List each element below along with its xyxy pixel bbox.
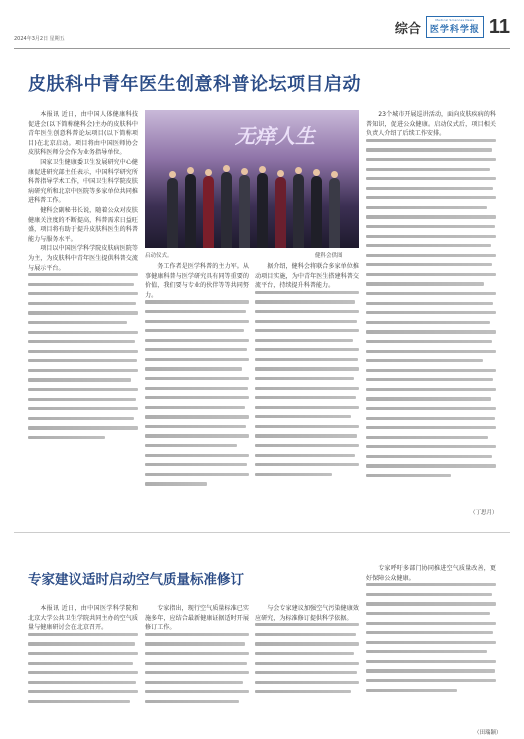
body-text-lines (28, 633, 138, 703)
section-name: 综合 (394, 21, 421, 37)
stage-backdrop-title: 无痒人生 (235, 124, 315, 148)
article2-paragraph: 专家呼吁多部门协同推进空气质量改善，更好保障公众健康。 (366, 565, 496, 582)
photo-credit: 健科会供图 (315, 253, 343, 259)
person-figure (329, 178, 340, 248)
article1-byline: （丁思月） (470, 510, 498, 516)
body-text-lines (145, 300, 249, 485)
body-text-lines (255, 291, 359, 476)
article1-paragraph: 23个城市开展巡讲活动，面向皮肤疾病的科普知识，促进公众健康。启动仪式后，项目相关负责人介绍了后续工作安排。 (366, 111, 496, 138)
article1-column-2 (145, 262, 249, 520)
article2-column-4 (366, 564, 496, 724)
section-divider (14, 532, 510, 533)
person-head (259, 166, 266, 173)
page-header (14, 8, 510, 49)
page-number: 11 (488, 15, 510, 38)
article1-paragraph: 项目以中国医学科学院皮肤病医院等为主，为皮肤科中青年医生提供科普交流与展示平台。 (28, 245, 138, 272)
person-figure (293, 174, 304, 248)
masthead-logo (426, 16, 484, 38)
article2-paragraph: 与会专家建议加强空气污染健康效应研究，为标准修订提供科学依据。 (255, 605, 359, 622)
article2-column-3 (255, 604, 359, 734)
article2-column-2 (145, 604, 249, 734)
article1-column-1 (28, 110, 138, 520)
person-head (295, 167, 302, 174)
person-figure (167, 178, 178, 248)
article1-paragraph: 国家卫生健康委卫生发展研究中心健康促进研究部主任表示，中国科学研究所科普指导学术工作，中国卫生科学院皮肤病研究所和北京中医院等多家单位共同推进科普工作。 (28, 158, 138, 205)
person-head (313, 169, 320, 176)
article2-lead-paragraph: 本报讯 近日，由中国医学科学院和北京大学公共卫生学院共同主办的空气质量与健康研讨会在北京召开。 (28, 605, 138, 632)
person-figure (239, 175, 250, 248)
article2-headline: 专家建议适时启动空气质量标准修订 (28, 572, 244, 588)
body-text-lines (366, 583, 496, 692)
article1-lead-paragraph: 本报讯 近日，由中国人体健康科技促进会(以下简称健科会)主办的皮肤科中青年医生创意科普论坛项目(以下简称项目)在北京启动。项目将由中国医师协会皮肤科医师分会作为业务指导单位。 (28, 111, 138, 157)
body-text-lines (28, 273, 138, 439)
article2-paragraph: 专家指出，现行空气质量标准已实施多年，应结合最新健康证据适时开展修订工作。 (145, 605, 249, 632)
article1-paragraph: 据介绍，健科会将联合多家单位推动项目实施，为中青年医生搭建科普交流平台，持续提升科普能力。 (255, 263, 359, 290)
body-text-lines (366, 139, 496, 477)
person-figure (311, 176, 322, 248)
masthead-english: Medical Sciences News (435, 18, 475, 22)
article1-paragraph: 务工作者是医学科普的主力军。从事健康科普与医学研究具有同等重要的价值，我们要与专业的伙伴等等共同努力。 (145, 263, 249, 299)
photo-caption: 启动仪式。 (145, 253, 173, 259)
person-figure (185, 174, 196, 248)
article1-headline: 皮肤科中青年医生创意科普论坛项目启动 (28, 74, 361, 95)
person-head (205, 169, 212, 176)
article1-column-4 (366, 110, 496, 508)
masthead-chinese: 医学科学报 (429, 25, 480, 35)
person-figure (257, 173, 268, 248)
issue-date: 2024年3月2日 星期五 (14, 36, 65, 42)
body-text-lines (255, 623, 359, 693)
article2-byline: （田瑞颖） (474, 730, 502, 736)
person-head (223, 165, 230, 172)
article1-paragraph: 健科会副秘书长说，随着公众对皮肤健康关注度的不断提高，科普需求日益旺盛，项目将有助于提升皮肤科医生的科普能力与服务水平。 (28, 206, 138, 243)
person-head (331, 171, 338, 178)
header-right (395, 12, 510, 42)
person-head (169, 171, 176, 178)
person-head (187, 167, 194, 174)
person-figure (203, 176, 214, 248)
person-head (277, 170, 284, 177)
person-figure (221, 172, 232, 248)
person-head (241, 168, 248, 175)
event-photo (145, 110, 359, 248)
article2-column-1 (28, 604, 138, 734)
article1-column-3 (255, 262, 359, 520)
person-figure (275, 177, 286, 248)
body-text-lines (145, 633, 249, 703)
